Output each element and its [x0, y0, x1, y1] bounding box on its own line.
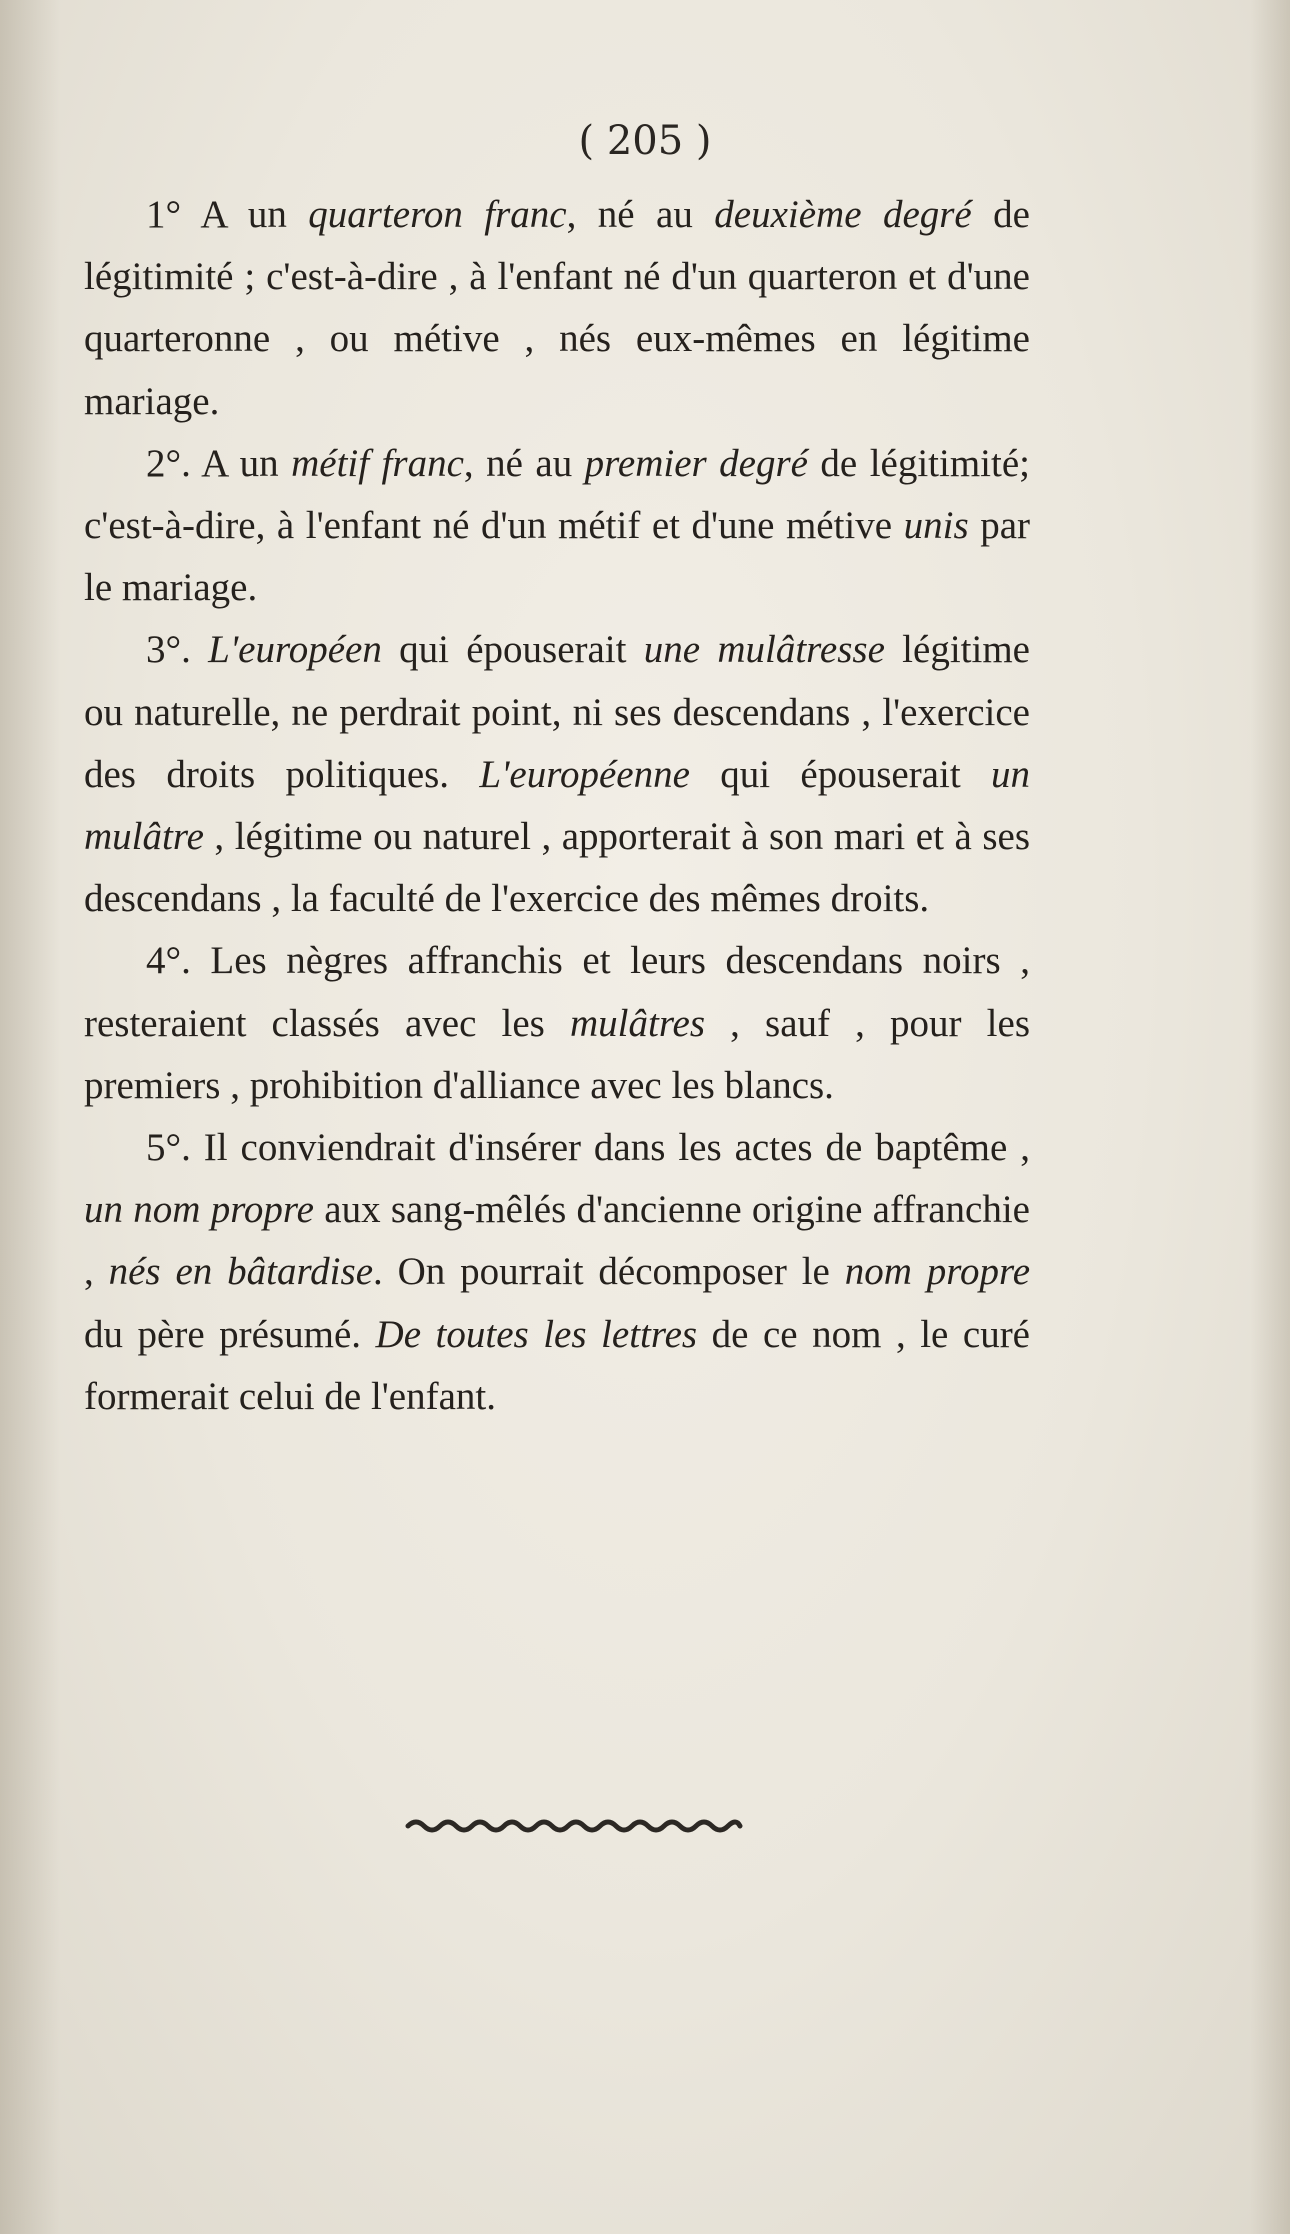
text-run: aux sang-mêlés d'ancienne origine affranchie , [84, 1188, 1030, 1294]
page-shadow-left [0, 0, 60, 2234]
text-run: , légitime ou naturel , apporterait à son mari et à ses descendans , la faculté de l'exercice des mêmes droits. [84, 815, 1030, 921]
italic-run: métif franc [291, 441, 464, 485]
text-run: qui épouserait [689, 752, 991, 796]
italic-run: un mulâtre [84, 752, 1030, 859]
text-run: 4°. Les nègres affranchis et leurs descendans noirs , resteraient classés avec les [84, 939, 1030, 1045]
text-run: , né au [463, 441, 585, 485]
text-run: 5°. Il conviendrait d'insérer dans les actes de baptême , [146, 1126, 1030, 1170]
italic-run: nom propre [844, 1250, 1031, 1294]
page-shadow-right [1250, 0, 1290, 2234]
text-run: , sauf , pour les premiers , prohibition d'alliance avec les blancs. [84, 1001, 1030, 1107]
text-run: de légitimité; c'est-à-dire, à l'enfant né d'un métif et d'une métive [84, 441, 1030, 548]
italic-run: De toutes les lettres [375, 1312, 698, 1356]
text-run: de légitimité ; c'est-à-dire , à l'enfant né d'un quarteron et d'une quarteronne , ou métive , nés eux-mêmes en légitime mariage. [84, 193, 1030, 423]
paragraph-3 [84, 619, 1030, 930]
ornament-rule [404, 1814, 744, 1836]
italic-run: quarteron franc [308, 193, 567, 236]
italic-run: L'européen [208, 628, 382, 672]
text-run: qui épouserait [381, 628, 644, 672]
italic-run: une mulâtresse [643, 628, 885, 672]
text-run: 1° A un [146, 193, 309, 236]
paragraph-1 [84, 184, 1030, 433]
text-run: du père présumé. [84, 1312, 376, 1356]
paragraph-2 [84, 433, 1030, 620]
text-run: . On pourrait décomposer le [373, 1250, 845, 1294]
italic-run: deuxième degré [714, 193, 972, 236]
text-run: de ce nom , le curé formerait celui de l'enfant. [84, 1312, 1030, 1418]
italic-run: nés en bâtardise [108, 1250, 373, 1294]
text-run: , né au [566, 193, 715, 236]
page-number: ( 205 ) [578, 118, 712, 164]
text-run: 3°. [146, 628, 209, 672]
paragraph-4 [84, 930, 1030, 1117]
body-text [84, 184, 1030, 1428]
text-run: par le mariage. [84, 504, 1030, 610]
text-run: légitime ou naturelle, ne perdrait point, ni ses descendans , l'exercice des droits politiques. [84, 628, 1030, 796]
italic-run: un nom propre [84, 1188, 314, 1232]
italic-run: unis [903, 504, 969, 548]
paragraph-5 [84, 1117, 1030, 1428]
italic-run: premier degré [584, 441, 808, 485]
text-run: 2°. A un [146, 441, 292, 485]
italic-run: mulâtres [569, 1001, 706, 1045]
italic-run: L'européenne [479, 752, 690, 796]
